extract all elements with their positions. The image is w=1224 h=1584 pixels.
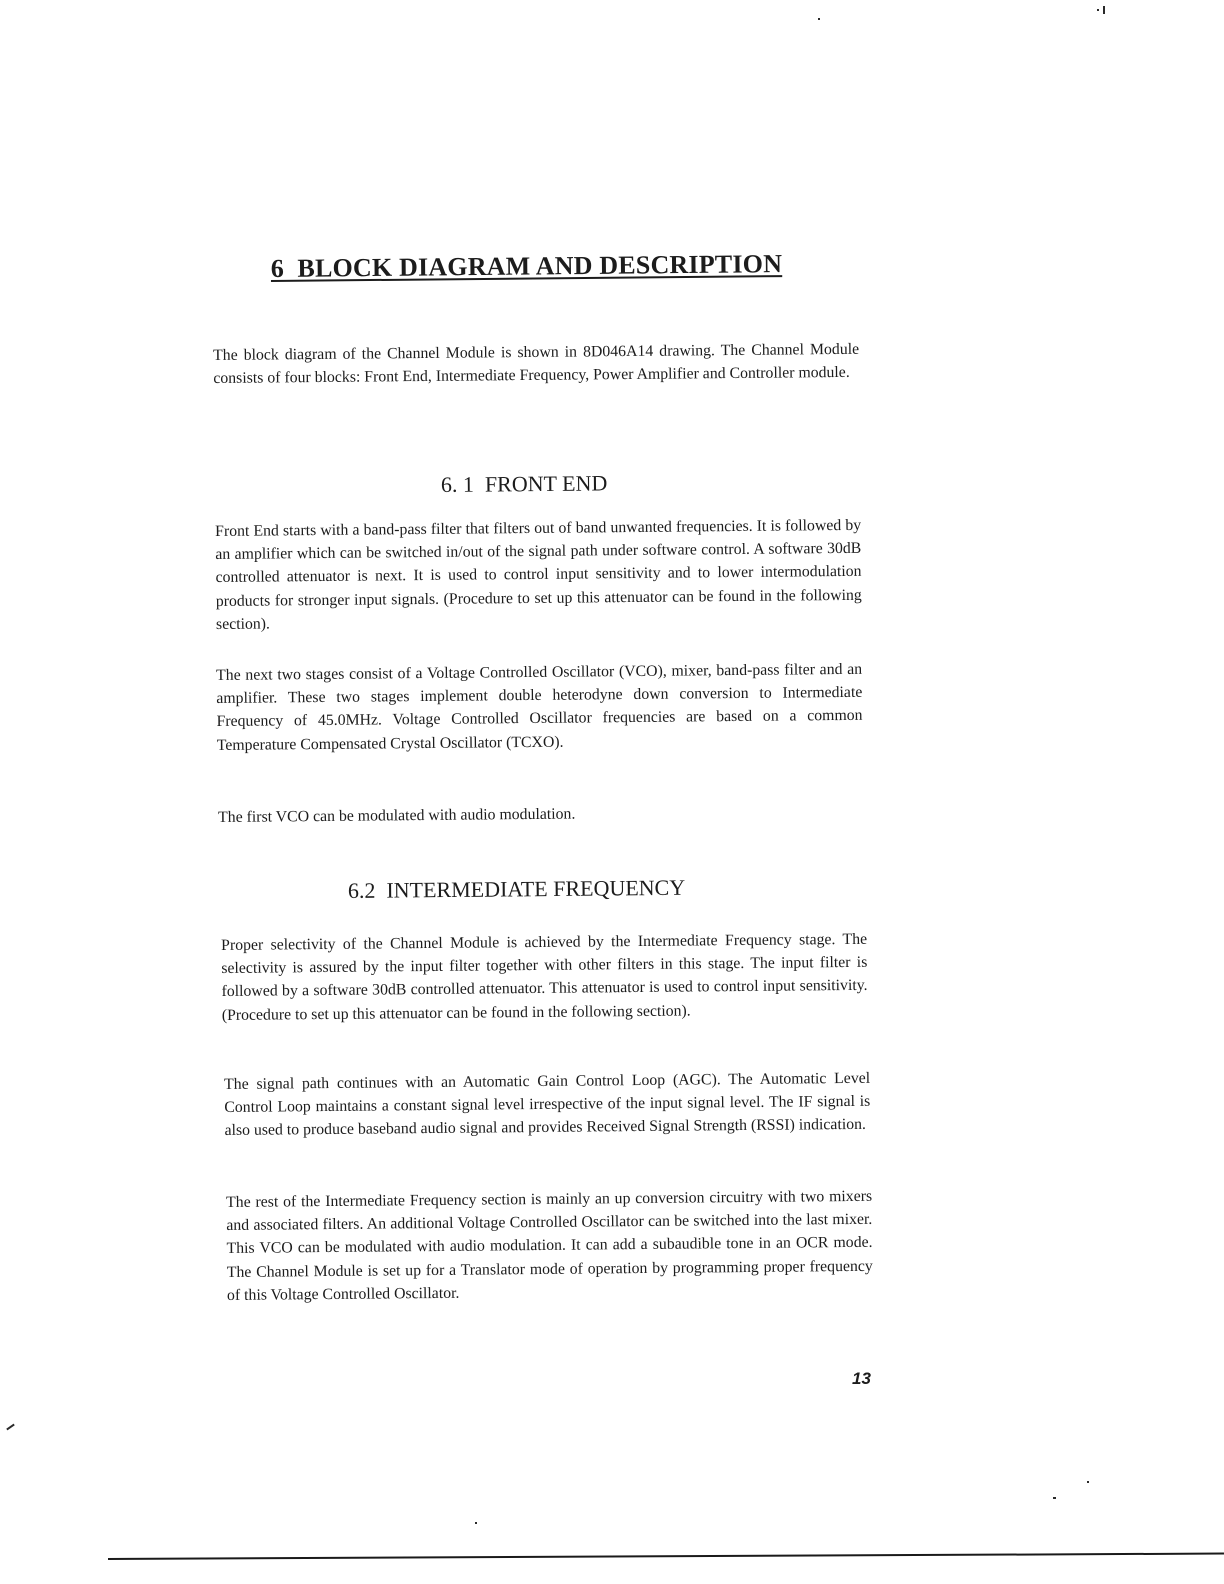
chapter-title: 6 BLOCK DIAGRAM AND DESCRIPTION [270, 249, 783, 284]
intermediate-frequency-paragraph: The rest of the Intermediate Frequency section is mainly an up conversion circuitry with two mixers and associated filters. An additional Voltage Controlled Oscillator can be switched into the last mixer. This VCO can be modulated with audio modulation. It can add a subaudible tone in an OCR mode. The Channel Module is set up for a Translator mode of operation by programming proper frequency of this Voltage Controlled Oscillator. [226, 1187, 873, 1304]
scan-speck [6, 1424, 15, 1431]
intermediate-frequency-paragraph: The signal path continues with an Automatic Gain Control Loop (AGC). The Automatic Level Control Loop maintains a constant signal level irrespective of the input signal level. The IF signal is also used to produce baseband audio signal and provides Received Signal Strength (RSSI) indication. [224, 1069, 871, 1140]
front-end-paragraph: The next two stages consist of a Voltage Controlled Oscillator (VCO), mixer, band-pass filter and an amplifier. These two stages implement double heterodyne down conversion to Intermediate Frequency of 45.0MHz. Voltage Controlled Oscillator frequencies are based on a common Temperature Compensated Crystal Oscillator (TCXO). [216, 660, 863, 754]
page-number: 13 [852, 1369, 871, 1388]
scan-speck [475, 1522, 477, 1524]
scan-speck [1103, 6, 1105, 14]
bottom-rule [108, 1553, 1224, 1560]
front-end-paragraph: The first VCO can be modulated with audio modulation. [218, 805, 576, 826]
front-end-paragraph: Front End starts with a band-pass filter that filters out of band unwanted frequencies. It is followed by an amplifier which can be switched in/out of the signal path under software control. A software 30dB controlled attenuator is next. It is used to control input sensitivity and to lower intermodulation products for stronger input signals. (Procedure to set up this attenuator can be found in the following section). [215, 516, 862, 633]
scan-speck [1087, 1481, 1089, 1483]
scan-speck [818, 18, 820, 20]
scan-speck [1097, 9, 1099, 11]
intermediate-frequency-paragraph: Proper selectivity of the Channel Module is achieved by the Intermediate Frequency stage. The selectivity is assured by the input filter together with other filters in this stage. The input filter is followed by a software 30dB controlled attenuator. This attenuator is used to control input sensitivity. (Procedure to set up this attenuator can be found in the following section). [221, 930, 868, 1024]
section-title-front-end: 6. 1 FRONT END [440, 470, 608, 498]
section-title-intermediate-frequency: 6.2 INTERMEDIATE FREQUENCY [347, 874, 686, 904]
intro-paragraph: The block diagram of the Channel Module is shown in 8D046A14 drawing. The Channel Module consists of four blocks: Front End, Intermediate Frequency, Power Amplifier and Controller module. [213, 340, 860, 388]
scan-speck [1053, 1497, 1056, 1499]
